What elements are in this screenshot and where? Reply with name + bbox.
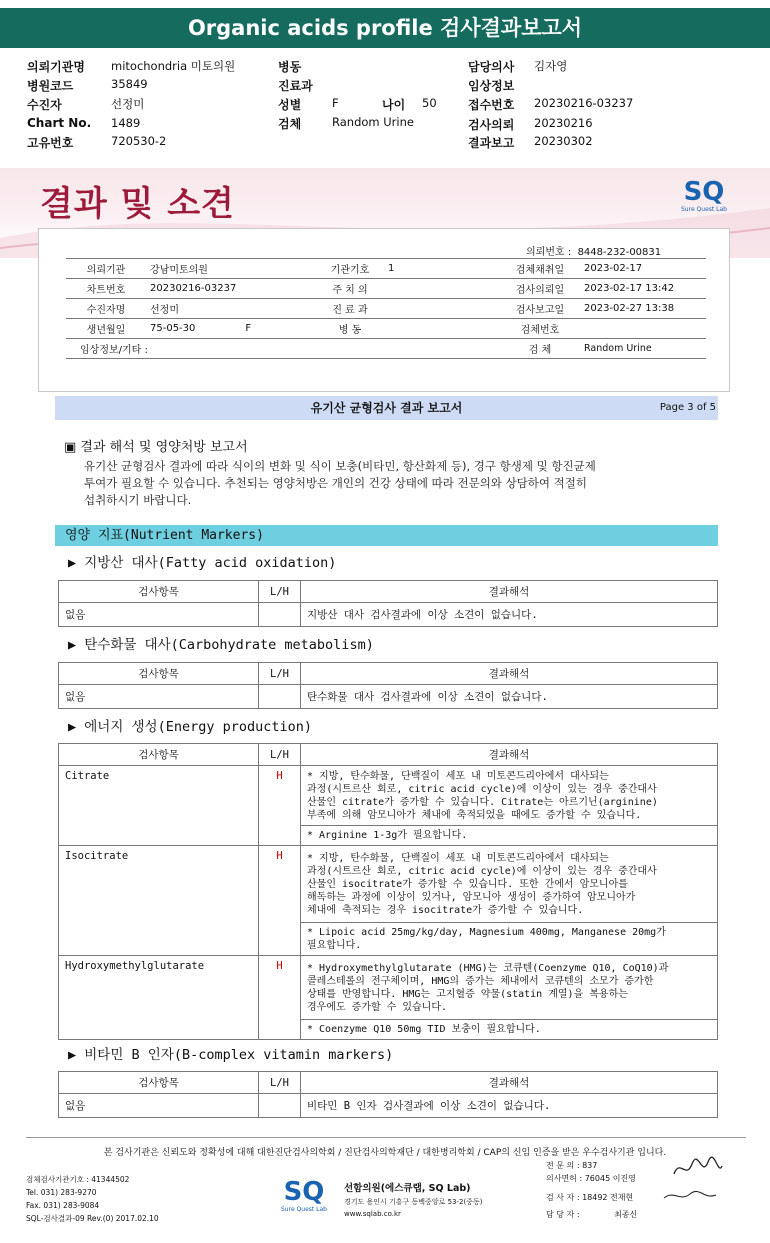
report-heading: ▣ 결과 해석 및 영양처방 보고서: [64, 440, 248, 455]
table-row: 없음 탄수화물 대사 검사결과에 이상 소견이 없습니다.: [59, 685, 718, 709]
request-number: 의뢰번호 : 8448-232-00831: [526, 247, 662, 258]
header-field: 결과보고 20230302: [468, 134, 593, 150]
section-heading: ▶ 비타민 B 인자(B-complex vitamin markers): [68, 1047, 394, 1063]
doctor-signature: [670, 1156, 726, 1182]
report-title: Organic acids profile 검사결과보고서: [0, 8, 770, 48]
signature-line: 의사면허 : 76045 이진영: [546, 1174, 636, 1183]
patient-header: [27, 54, 757, 150]
header-field: 검체 Random Urine: [278, 115, 414, 131]
signature-line: 검 사 자 : 18492 전재현: [546, 1193, 634, 1202]
lab-logo: SQ Sure Quest Lab: [281, 1177, 327, 1213]
header-field: 나이 50: [382, 96, 437, 112]
fatty-acid-table: 검사항목 L/H 결과해석 없음 지방산 대사 검사결과에 이상 소견이 없습니다.: [58, 580, 718, 627]
info-row: 생년월일 75-05-30 F 병 동 검체번호: [66, 319, 706, 339]
header-field: 의뢰기관명 mitochondria 미토의원: [27, 59, 236, 74]
section-title: 유기산 균형검사 결과 보고서: [310, 401, 463, 415]
signature-line: 담 당 자 : 최종신: [546, 1210, 638, 1219]
carbohydrate-table: 검사항목 L/H 결과해석 없음 탄수화물 대사 검사결과에 이상 소견이 없습니다.: [58, 662, 718, 709]
table-row: 없음 비타민 B 인자 검사결과에 이상 소견이 없습니다.: [59, 1094, 718, 1118]
header-field: 성별 F: [278, 96, 339, 112]
info-table: [66, 258, 706, 359]
table-row: 없음 지방산 대사 검사결과에 이상 소견이 없습니다.: [59, 603, 718, 627]
lab-address: 경기도 용인시 기흥구 동백중앙로 53-2(중동) www.sqlab.co.kr: [344, 1198, 483, 1218]
page-indicator: Page 3 of 5: [659, 402, 716, 413]
header-field: 검사의뢰 20230216: [468, 116, 593, 132]
vitamin-b-table: 검사항목 L/H 결과해석 없음 비타민 B 인자 검사결과에 이상 소견이 없습니다.: [58, 1071, 718, 1118]
footer-note: 본 검사기관은 신뢰도와 정확성에 대해 대한진단검사의학회 / 진단검사의학재단 / 대한병리학회 / CAP의 신임 인증을 받은 우수검사기관 입니다.: [103, 1148, 667, 1158]
table-row: Isocitrate H * 지방, 탄수화물, 단백질이 세포 내 미토콘드리아에서 대사되는 과정(시트르산 회로, citric acid cycle)에 이상이 있는 경우 중간대사 산물인 isocitrate가 증가할 수 있습니다. 또한 간에서 암모니아를 해독하는 과정에 이상이 있거나, 암모니아 생성이 증가하여 암모니아가 체내에 축적되는 경우 isocitrate가 증가할 수 있습니다.: [59, 846, 718, 923]
header-field: 병원코드 35849: [27, 77, 148, 93]
section-heading: ▶ 탄수화물 대사(Carbohydrate metabolism): [68, 637, 374, 653]
header-field: 고유번호 720530-2: [27, 134, 167, 150]
table-row: Hydroxymethylglutarate H * Hydroxymethylglutarate (HMG)는 코큐텐(Coenzyme Q10, CoQ10)과 콜레스테롤의 전구체이며, HMG의 증가는 체내에서 코큐텐의 소모가 증가한 상태를 반영합니다. HMG는 고지혈증 약물(statin 계열)을 복용하는 경우에도 증가할 수 있습니다.: [59, 956, 718, 1020]
section-heading: ▶ 지방산 대사(Fatty acid oxidation): [68, 555, 337, 571]
header-field: Chart No. 1489: [27, 116, 141, 130]
header-field: 임상정보: [468, 79, 515, 93]
lab-name: 선함의원(에스큐랩, SQ Lab): [344, 1183, 471, 1194]
table-row: Citrate H * 지방, 탄수화물, 단백질이 세포 내 미토콘드리아에서 대사되는 과정(시트르산 회로, citric acid cycle)에 이상이 있는 경우 중간대사 산물인 citrate가 증가할 수 있습니다. Citrate는 아르기닌(arginine) 부족에 의해 암모니아가 체내에 축적되었을 때에도 증가할 수 있습니다.: [59, 766, 718, 826]
header-field: 담당의사 김자영: [468, 59, 568, 74]
tester-signature: [660, 1186, 720, 1206]
nutrient-markers-bar: 영양 지표(Nutrient Markers): [55, 525, 718, 546]
info-row: 의뢰기관 강남미토의원 기관기호 1 검체채취일 2023-02-17: [66, 259, 706, 279]
info-row: 임상정보/기타 : 검 체 Random Urine: [66, 339, 706, 359]
info-row: 차트번호 20230216-03237 주 치 의 검사의뢰일 2023-02-17 13:42: [66, 279, 706, 299]
result-heading: 결과 및 소견: [40, 184, 235, 224]
signature-line: 전 문 의 : 837: [546, 1161, 598, 1170]
energy-table: 검사항목 L/H 결과해석 Citrate H * 지방, 탄수화물, 단백질이 세포 내 미토콘드리아에서 대사되는 과정(시트르산 회로, citric acid cycle)에 이상이 있는 경우 중간대사 산물인 citrate가 증가할 수 있습니다. Citrate는 아르기닌(arginine) 부족에 의해 암모니아가 체내에 축적되었을 때에도 증가할 수 있습니다. * Arginine 1-3g가 필요합니다. Isocitrate H * 지방, 탄수화물, 단백질이 세포 내 미토콘드리아에서 대사되는 과정(시트르산 회로, citric acid cycle)에 이상이 있는 경우 중간대사 산물인 isocitrate가 증가할 수 있습니다. 또한 간에서 암모니아를 해독하는 과정에 이상이 있거나, 암모니아 생성이 증가하여 암모니아가 체내에 축적되는 경우 isocitrate가 증가할 수 있습니다. * Lipoic acid 25mg/kg/day, Magnesium 400mg, Manganese 20mg가 필요합니다. Hydroxymethylglutarate H * Hydroxymethylglutarate (HMG)는 코큐텐(Coenzyme Q10, CoQ10)과 콜레스테롤의 전구체이며, HMG의 증가는 체내에서 코큐텐의 소모가 증가한 상태를 반영합니다. HMG는 고지혈증 약물(statin 계열)을 복용하는 경우에도 증가할 수 있습니다. * Coenzyme Q10 50mg TID 보충이 필요합니다.: [58, 743, 718, 1040]
section-heading: ▶ 에너지 생성(Energy production): [68, 719, 313, 735]
info-row: 수진자명 선정미 진 료 과 검사보고일 2023-02-27 13:38: [66, 299, 706, 319]
header-field: 접수번호 20230216-03237: [468, 96, 634, 112]
footer-divider: [26, 1137, 746, 1138]
header-field: 수진자 선정미: [27, 97, 145, 112]
header-field: 진료과: [278, 79, 313, 93]
header-field: 병동: [278, 60, 302, 74]
report-text: 유기산 균형검사 결과에 따라 식이의 변화 및 식이 보충(비타민, 항산화제 등), 경구 항생제 및 항진균제 투여가 필요할 수 있습니다. 추천되는 영양처방은 개인의 건강 상태에 따라 전문의와 상담하여 적절히 섭취하시기 바랍니다.: [84, 459, 596, 507]
sq-logo: SQ Sure Quest Lab: [681, 177, 727, 213]
footer-contact: 검체검사기관기호 : 41344502 Tel. 031) 283-9270 Fax. 031) 283-9084 SQL-검사결과-09 Rev.(0) 2017.02.10: [26, 1175, 159, 1223]
section-bar: [55, 396, 718, 420]
